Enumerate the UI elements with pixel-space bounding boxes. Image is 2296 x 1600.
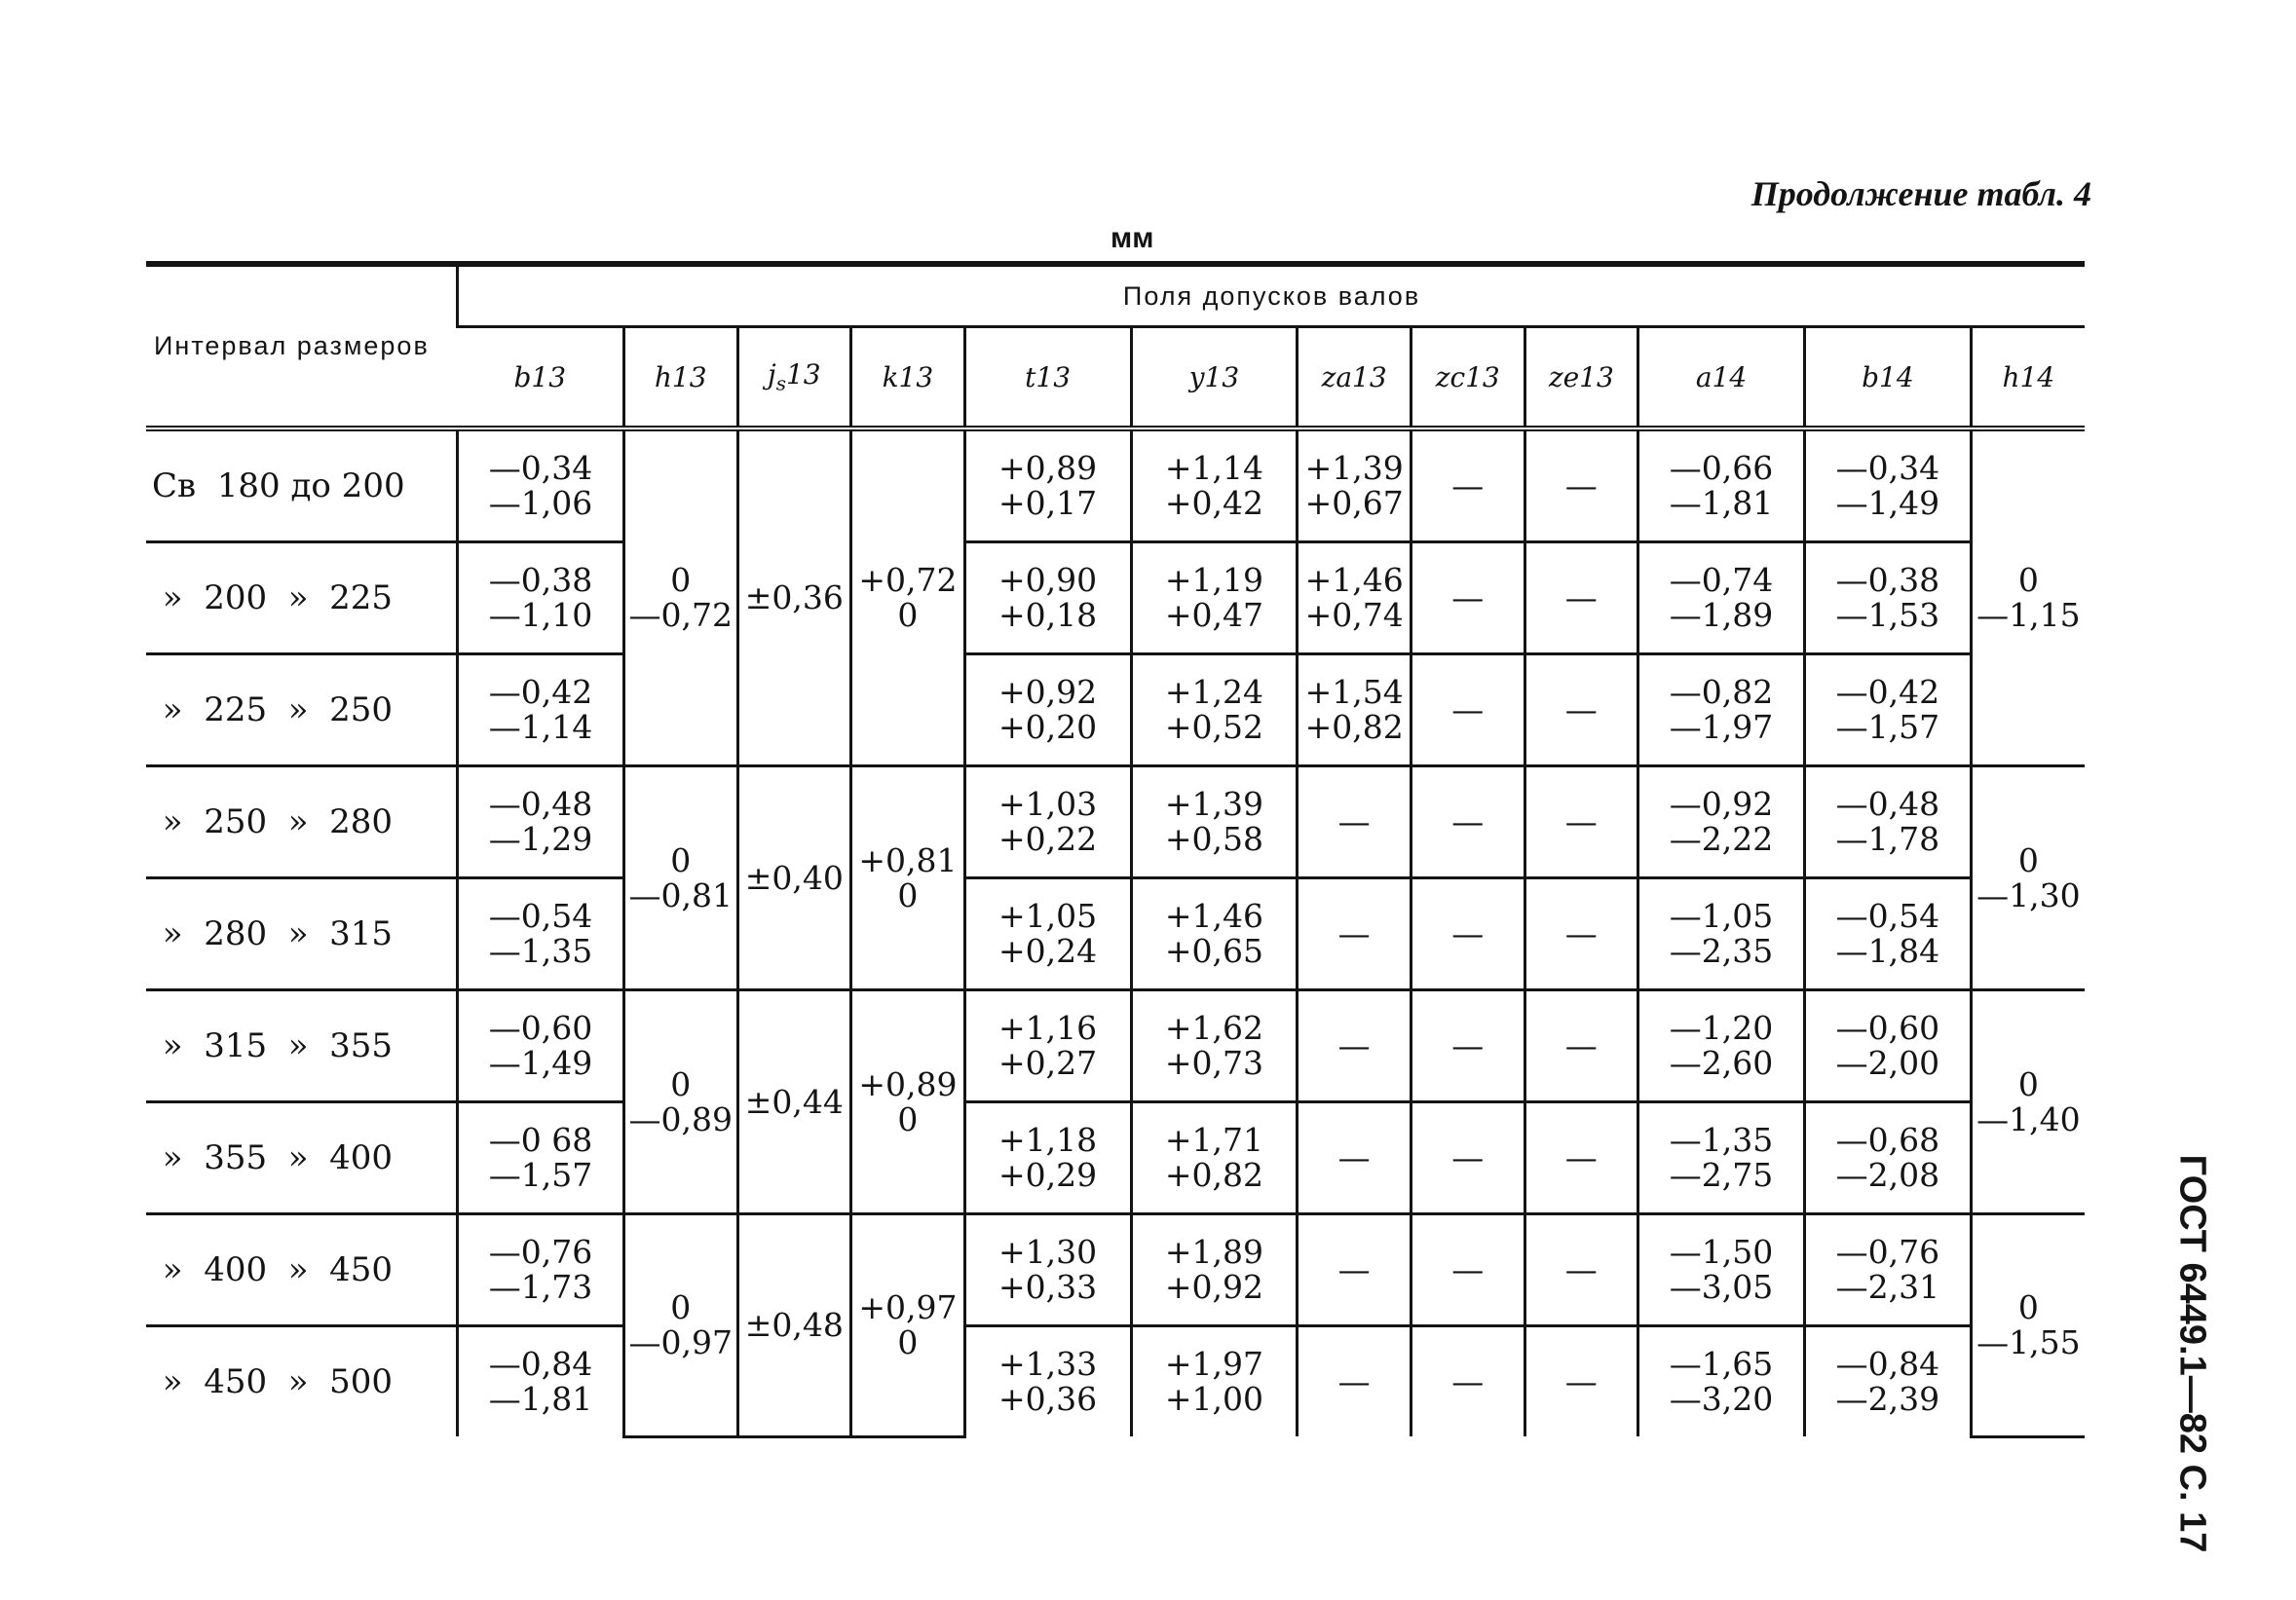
- cell-zc13: —: [1411, 654, 1524, 766]
- cell-b13: [458, 542, 624, 654]
- cell-a14-lower: —1,97: [1669, 708, 1774, 746]
- cell-js13: ±0,40: [737, 766, 851, 990]
- cell-t13: [964, 878, 1131, 990]
- cell-a14-lower: —2,60: [1669, 1044, 1774, 1082]
- cell-a14: [1638, 990, 1805, 1102]
- size-interval-cell: » 450 » 500: [152, 1361, 394, 1401]
- cell-a14-upper: —1,65: [1669, 1345, 1774, 1384]
- cell-b13-upper: —0,84: [488, 1345, 593, 1384]
- gost-page-label: ГОСТ 6449.1—82 С. 17: [2171, 1154, 2213, 1553]
- cell-b13: [458, 428, 624, 542]
- cell-a14-upper: —0,74: [1669, 561, 1774, 600]
- cell-y13: [1131, 1102, 1298, 1214]
- col-header-y13: y13: [1131, 327, 1298, 429]
- cell-y13: [1131, 1326, 1298, 1437]
- cell-b14-lower: —1,78: [1835, 820, 1940, 858]
- cell-a14-lower: —1,81: [1669, 484, 1774, 522]
- cell-h14-lower: —1,40: [1976, 1099, 2081, 1138]
- cell-b14-upper: —0,68: [1835, 1121, 1940, 1160]
- cell-h13: [623, 766, 737, 990]
- cell-h13-upper: 0: [670, 840, 692, 879]
- cell-y13-lower: +0,92: [1164, 1268, 1263, 1306]
- cell-ze13: —: [1524, 1326, 1638, 1437]
- cell-b13: [458, 878, 624, 990]
- cell-k13-upper: +0,81: [858, 840, 958, 879]
- cell-a14: [1638, 542, 1805, 654]
- cell-b14: [1804, 1326, 1971, 1437]
- cell-t13: [964, 990, 1131, 1102]
- cell-a14: [1638, 766, 1805, 878]
- cell-k13-upper: +0,72: [858, 561, 958, 600]
- cell-y13: [1131, 990, 1298, 1102]
- cell-y13-lower: +0,52: [1164, 708, 1263, 746]
- cell-h13-upper: 0: [670, 561, 692, 600]
- cell-t13-upper: +1,18: [998, 1121, 1098, 1160]
- cell-h13-upper: 0: [670, 1288, 692, 1327]
- cell-t13: [964, 542, 1131, 654]
- cell-k13: [851, 766, 965, 990]
- cell-a14: [1638, 878, 1805, 990]
- cell-b14-upper: —0,48: [1835, 785, 1940, 824]
- cell-h14-upper: 0: [2017, 1064, 2039, 1103]
- col-header-ze13: ze13: [1524, 327, 1638, 429]
- cell-t13-lower: +0,20: [998, 708, 1098, 746]
- cell-za13: [1298, 654, 1411, 766]
- cell-b13-lower: —1,57: [488, 1156, 593, 1194]
- cell-b13-lower: —1,29: [488, 820, 593, 858]
- col-header-b13: b13: [458, 327, 624, 429]
- size-interval-cell: » 280 » 315: [146, 878, 458, 990]
- cell-t13-lower: +0,33: [998, 1268, 1098, 1306]
- cell-js13: ±0,44: [737, 990, 851, 1214]
- cell-y13-upper: +1,19: [1164, 561, 1263, 600]
- cell-t13-upper: +1,33: [998, 1345, 1098, 1384]
- cell-zc13: —: [1411, 878, 1524, 990]
- cell-b13-upper: —0,48: [488, 785, 593, 824]
- cell-b13: [458, 1102, 624, 1214]
- cell-y13-lower: +0,65: [1164, 932, 1263, 970]
- cell-h13: [623, 428, 737, 766]
- cell-b14: [1804, 990, 1971, 1102]
- cell-b14-upper: —0,60: [1835, 1009, 1940, 1048]
- size-interval-cell: » 250 » 280: [146, 766, 458, 878]
- cell-y13-lower: +0,42: [1164, 484, 1263, 522]
- cell-js13: ±0,48: [737, 1214, 851, 1437]
- cell-k13: [851, 428, 965, 766]
- cell-b13-lower: —1,49: [488, 1044, 593, 1082]
- cell-k13: [851, 990, 965, 1214]
- cell-b14: [1804, 766, 1971, 878]
- cell-za13: —: [1298, 1326, 1411, 1437]
- cell-b13-upper: —0,54: [488, 897, 593, 936]
- cell-t13-lower: +0,24: [998, 932, 1098, 970]
- col-header-js13: $j_s13$: [737, 327, 851, 429]
- cell-b13-upper: —0,42: [488, 673, 593, 712]
- cell-t13-lower: +0,18: [998, 596, 1098, 634]
- cell-t13: [964, 1326, 1131, 1437]
- cell-h13-lower: —0,97: [628, 1322, 733, 1361]
- cell-b14-lower: —2,39: [1835, 1380, 1940, 1418]
- cell-t13: [964, 654, 1131, 766]
- table-caption: Продолжение табл. 4: [1750, 174, 2091, 213]
- cell-ze13: —: [1524, 878, 1638, 990]
- cell-y13-upper: +1,71: [1164, 1121, 1263, 1160]
- cell-za13: —: [1298, 766, 1411, 878]
- cell-za13-upper: +1,39: [1304, 449, 1404, 488]
- col-header-zc13: zc13: [1411, 327, 1524, 429]
- cell-y13-upper: +1,46: [1164, 897, 1263, 936]
- cell-a14-upper: —1,20: [1669, 1009, 1774, 1048]
- cell-t13: [964, 428, 1131, 542]
- cell-h13: [623, 1214, 737, 1437]
- size-interval-cell: » 355 » 400: [146, 1102, 458, 1214]
- cell-k13-lower: 0: [897, 1099, 919, 1138]
- cell-t13-upper: +1,30: [998, 1233, 1098, 1272]
- cell-y13: [1131, 878, 1298, 990]
- cell-zc13: —: [1411, 1326, 1524, 1437]
- cell-za13: [1298, 542, 1411, 654]
- size-interval-cell: » 315 » 355: [146, 990, 458, 1102]
- cell-y13: [1131, 1214, 1298, 1326]
- cell-ze13: —: [1524, 654, 1638, 766]
- cell-b13-upper: —0,38: [488, 561, 593, 600]
- cell-b13: [458, 1326, 624, 1437]
- cell-za13-upper: +1,54: [1304, 673, 1404, 712]
- cell-ze13: —: [1524, 990, 1638, 1102]
- size-interval-cell: » 225 » 250: [146, 654, 458, 766]
- cell-y13: [1131, 766, 1298, 878]
- cell-k13-lower: 0: [897, 1322, 919, 1361]
- cell-y13-upper: +1,14: [1164, 449, 1263, 488]
- cell-b14: [1804, 654, 1971, 766]
- size-interval-cell: » 200 » 225: [146, 542, 458, 654]
- cell-zc13: —: [1411, 1214, 1524, 1326]
- cell-a14-upper: —0,82: [1669, 673, 1774, 712]
- cell-zc13: —: [1411, 766, 1524, 878]
- cell-b14-lower: —2,31: [1835, 1268, 1940, 1306]
- cell-b14-upper: —0,84: [1835, 1345, 1940, 1384]
- cell-h14: [1971, 766, 2085, 990]
- cell-b13-lower: —1,81: [488, 1380, 593, 1418]
- cell-b14-lower: —1,53: [1835, 596, 1940, 634]
- cell-a14-upper: —0,92: [1669, 785, 1774, 824]
- cell-b13-upper: —0,34: [488, 449, 593, 488]
- cell-t13-lower: +0,29: [998, 1156, 1098, 1194]
- cell-a14-lower: —3,20: [1669, 1380, 1774, 1418]
- cell-y13-lower: +1,00: [1164, 1380, 1263, 1418]
- table-row: [146, 542, 2085, 654]
- cell-t13-lower: +0,22: [998, 820, 1098, 858]
- cell-a14-lower: —1,89: [1669, 596, 1774, 634]
- cell-zc13: —: [1411, 428, 1524, 542]
- cell-y13: [1131, 428, 1298, 542]
- table-row: [146, 1214, 2085, 1326]
- cell-a14: [1638, 1102, 1805, 1214]
- cell-h14-lower: —1,30: [1976, 875, 2081, 914]
- cell-b14: [1804, 878, 1971, 990]
- col-header-b14: b14: [1804, 327, 1971, 429]
- cell-b13-upper: —0,76: [488, 1233, 593, 1272]
- cell-b13-upper: —0,60: [488, 1009, 593, 1048]
- cell-b13-lower: —1,14: [488, 708, 593, 746]
- cell-a14-lower: —2,22: [1669, 820, 1774, 858]
- cell-t13-upper: +1,03: [998, 785, 1098, 824]
- cell-y13-upper: +1,97: [1164, 1345, 1263, 1384]
- cell-js13: ±0,36: [737, 428, 851, 766]
- cell-h13-lower: —0,72: [628, 596, 733, 634]
- cell-y13-lower: +0,47: [1164, 596, 1263, 634]
- document-side-label: [2161, 1154, 2223, 1553]
- cell-y13-upper: +1,89: [1164, 1233, 1263, 1272]
- cell-a14: [1638, 428, 1805, 542]
- cell-h13-lower: —0,81: [628, 875, 733, 914]
- cell-ze13: —: [1524, 766, 1638, 878]
- cell-k13: [851, 1214, 965, 1437]
- cell-b14-upper: —0,76: [1835, 1233, 1940, 1272]
- cell-h13: [623, 990, 737, 1214]
- size-interval-cell: Св 180 до 200: [146, 428, 458, 542]
- cell-za13-lower: +0,82: [1304, 708, 1404, 746]
- cell-k13-upper: +0,89: [858, 1064, 958, 1103]
- cell-k13-upper: +0,97: [858, 1288, 958, 1327]
- cell-t13-upper: +1,05: [998, 897, 1098, 936]
- cell-b13: [458, 990, 624, 1102]
- cell-za13: —: [1298, 1102, 1411, 1214]
- cell-za13-lower: +0,74: [1304, 596, 1404, 634]
- cell-b13-lower: —1,10: [488, 596, 593, 634]
- cell-b14: [1804, 1102, 1971, 1214]
- cell-b13-lower: —1,06: [488, 484, 593, 522]
- cell-a14: [1638, 1214, 1805, 1326]
- cell-y13-lower: +0,58: [1164, 820, 1263, 858]
- cell-t13-upper: +0,90: [998, 561, 1098, 600]
- cell-b14-lower: —1,84: [1835, 932, 1940, 970]
- cell-t13: [964, 1214, 1131, 1326]
- cell-b14-upper: —0,54: [1835, 897, 1940, 936]
- cell-b14-lower: —2,00: [1835, 1044, 1940, 1082]
- cell-h14: [1971, 1214, 2085, 1437]
- col-header-a14: a14: [1638, 327, 1805, 429]
- cell-y13-upper: +1,62: [1164, 1009, 1263, 1048]
- cell-y13: [1131, 542, 1298, 654]
- cell-y13-upper: +1,24: [1164, 673, 1263, 712]
- cell-b13: [458, 1214, 624, 1326]
- cell-a14-lower: —2,75: [1669, 1156, 1774, 1194]
- cell-ze13: —: [1524, 1214, 1638, 1326]
- table-row: [146, 878, 2085, 990]
- col-header-k13: k13: [851, 327, 965, 429]
- cell-b13-lower: —1,73: [488, 1268, 593, 1306]
- cell-b14-lower: —1,57: [1835, 708, 1940, 746]
- cell-zc13: —: [1411, 542, 1524, 654]
- cell-za13: —: [1298, 990, 1411, 1102]
- cell-h13-lower: —0,89: [628, 1099, 733, 1138]
- cell-h14-lower: —1,55: [1976, 1322, 2081, 1361]
- cell-b13-upper: —0 68: [488, 1121, 593, 1160]
- cell-h14-upper: 0: [2017, 1288, 2039, 1327]
- cell-h14-upper: 0: [2017, 561, 2039, 600]
- table-row: [146, 1326, 2085, 1437]
- cell-h14-upper: 0: [2017, 840, 2039, 879]
- col-header-h13: h13: [623, 327, 737, 429]
- shaft-tolerance-table: [146, 261, 2085, 1438]
- cell-t13-upper: +0,92: [998, 673, 1098, 712]
- group-header: Поля допусков валов: [458, 264, 2085, 327]
- cell-a14-upper: —1,35: [1669, 1121, 1774, 1160]
- cell-a14-upper: —1,50: [1669, 1233, 1774, 1272]
- cell-za13-upper: +1,46: [1304, 561, 1404, 600]
- col-header-za13: za13: [1298, 327, 1411, 429]
- cell-zc13: —: [1411, 990, 1524, 1102]
- cell-b14-lower: —1,49: [1835, 484, 1940, 522]
- cell-b14: [1804, 542, 1971, 654]
- cell-t13-upper: +1,16: [998, 1009, 1098, 1048]
- table-row: [146, 990, 2085, 1102]
- cell-a14: [1638, 1326, 1805, 1437]
- cell-t13-lower: +0,17: [998, 484, 1098, 522]
- cell-t13-upper: +0,89: [998, 449, 1098, 488]
- cell-y13-lower: +0,82: [1164, 1156, 1263, 1194]
- cell-b14-upper: —0,42: [1835, 673, 1940, 712]
- cell-h14: [1971, 428, 2085, 766]
- cell-t13: [964, 766, 1131, 878]
- cell-b13: [458, 766, 624, 878]
- cell-ze13: —: [1524, 428, 1638, 542]
- cell-b14-upper: —0,34: [1835, 449, 1940, 488]
- cell-b14: [1804, 1214, 1971, 1326]
- size-interval-cell: » 400 » 450: [146, 1214, 458, 1326]
- cell-t13: [964, 1102, 1131, 1214]
- cell-b14: [1804, 428, 1971, 542]
- cell-za13: [1298, 428, 1411, 542]
- cell-y13: [1131, 654, 1298, 766]
- cell-h13-upper: 0: [670, 1064, 692, 1103]
- table-row: [146, 654, 2085, 766]
- table-row: [146, 766, 2085, 878]
- col-header-t13: t13: [964, 327, 1131, 429]
- cell-ze13: —: [1524, 542, 1638, 654]
- table-row: [146, 428, 2085, 542]
- cell-a14-upper: —0,66: [1669, 449, 1774, 488]
- cell-ze13: —: [1524, 1102, 1638, 1214]
- interval-header: Интервал размеров: [146, 264, 458, 428]
- cell-t13-lower: +0,36: [998, 1380, 1098, 1418]
- cell-h14: [1971, 990, 2085, 1214]
- col-header-h14: h14: [1971, 327, 2085, 429]
- cell-a14-lower: —3,05: [1669, 1268, 1774, 1306]
- cell-b13: [458, 654, 624, 766]
- cell-b13-lower: —1,35: [488, 932, 593, 970]
- table-row: [146, 1102, 2085, 1214]
- cell-a14: [1638, 654, 1805, 766]
- cell-h14-lower: —1,15: [1976, 596, 2081, 634]
- cell-za13-lower: +0,67: [1304, 484, 1404, 522]
- cell-y13-upper: +1,39: [1164, 785, 1263, 824]
- cell-zc13: —: [1411, 1102, 1524, 1214]
- cell-b14-upper: —0,38: [1835, 561, 1940, 600]
- cell-t13-lower: +0,27: [998, 1044, 1098, 1082]
- cell-a14-lower: —2,35: [1669, 932, 1774, 970]
- cell-b14-lower: —2,08: [1835, 1156, 1940, 1194]
- unit-label: мм: [1110, 222, 1154, 254]
- cell-za13: —: [1298, 1214, 1411, 1326]
- cell-y13-lower: +0,73: [1164, 1044, 1263, 1082]
- cell-a14-upper: —1,05: [1669, 897, 1774, 936]
- cell-k13-lower: 0: [897, 875, 919, 914]
- cell-za13: —: [1298, 878, 1411, 990]
- cell-k13-lower: 0: [897, 596, 919, 634]
